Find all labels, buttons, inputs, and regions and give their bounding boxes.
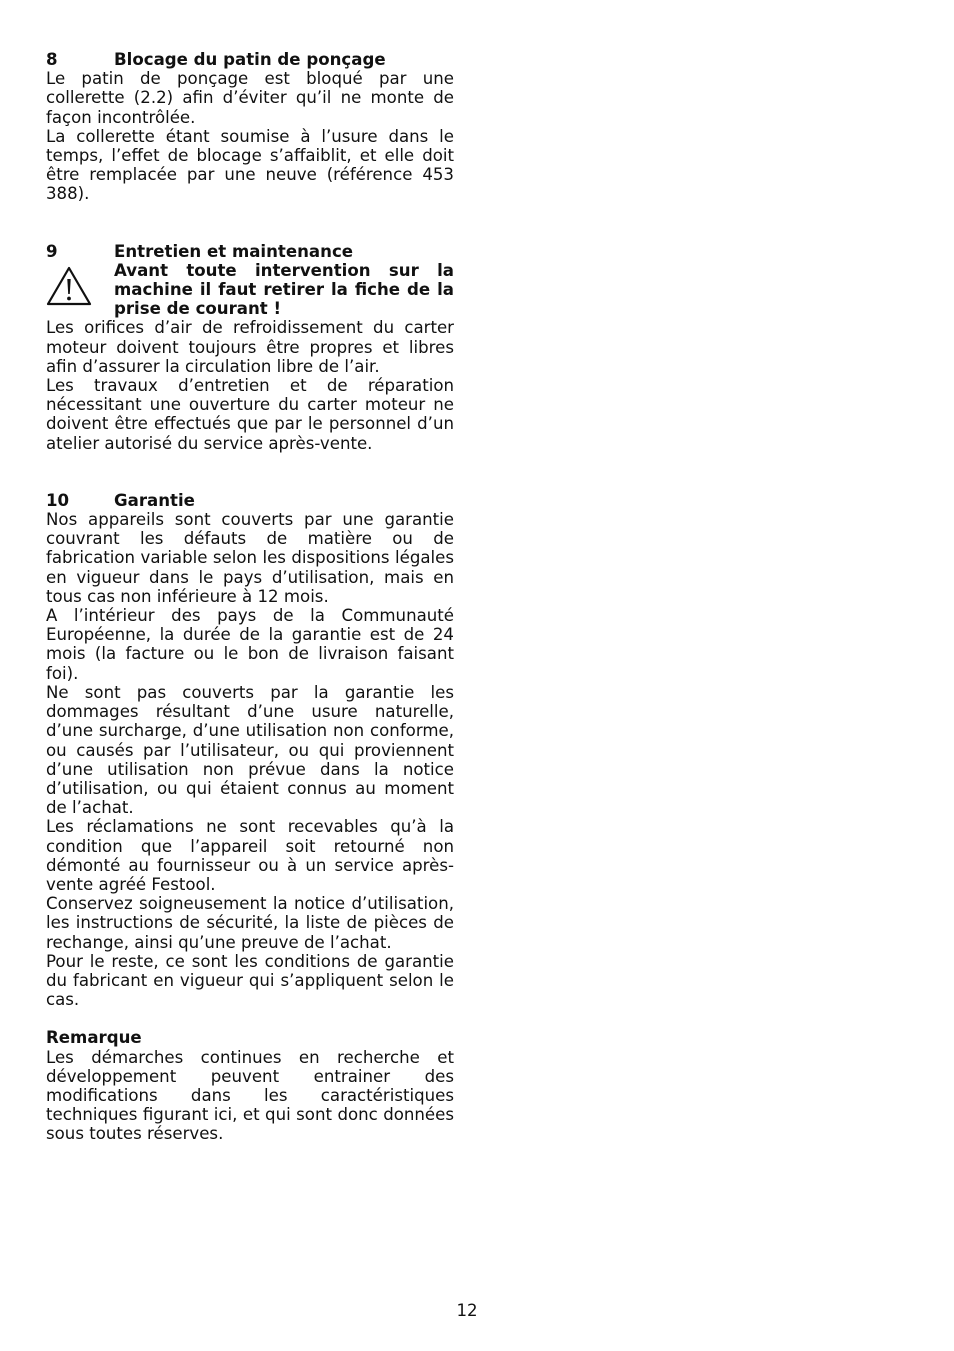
section-8-paragraph: La collerette étant soumise à l’usure dans le temps, l’effet de blocage s’affaiblit, et elle doit être remplacée par une neuve (référence 453 388). <box>46 126 454 204</box>
section-9-number: 9 <box>46 241 58 261</box>
remark-text: Les démarches continues en recherche et développement peuvent entrainer des modifications dans les caractéristiques techniques figurant ici, et qui sont donc données sous toutes réserves. <box>46 1047 454 1144</box>
section-10-paragraph: Nos appareils sont couverts par une garantie couvrant les défauts de matière ou de fabrication variable selon les dispositions légales en vigueur dans le pays d’utilisation, mais en tous cas non inférieure à 12 mois. <box>46 510 454 606</box>
section-8-title: Blocage du patin de ponçage <box>114 50 386 69</box>
section-10-paragraph: A l’intérieur des pays de la Communauté Européenne, la durée de la garantie est de 24 mois (la facture ou le bon de livraison faisant foi). <box>46 606 454 683</box>
section-9-paragraph: Les orifices d’air de refroidissement du carter moteur doivent toujours être propres et libres afin d’assurer la circulation libre de l’air. <box>46 318 454 376</box>
section-8-paragraph: Le patin de ponçage est bloqué par une collerette (2.2) afin d’éviter qu’il ne monte de façon incontrôlée. <box>46 69 454 127</box>
section-9-heading <box>46 242 454 261</box>
section-9-title: Entretien et maintenance <box>114 241 354 261</box>
section-10-paragraph: Ne sont pas couverts par la garantie les dommages résultant d’une usure naturelle, d’une surcharge, d’une utilisation non conforme, ou causés par l’utilisateur, ou qui proviennent d’une utilisation non prévue dans la notice d’utilisation, ou qui étaient connus au moment de l’achat. <box>46 682 454 818</box>
safety-warning <box>46 261 454 319</box>
page-number: 12 <box>456 1301 478 1320</box>
section-8-number: 8 <box>46 50 58 69</box>
section-10-number: 10 <box>46 490 70 510</box>
section-10-title: Garantie <box>114 490 195 510</box>
warning-text: Avant toute intervention sur la machine il faut retirer la fiche de la prise de courant ! <box>114 260 454 319</box>
section-10-paragraph: Les réclamations ne sont recevables qu’à la condition que l’appareil soit retourné non démonté au fournisseur ou à un service après-vente agréé Festool. <box>46 817 454 894</box>
section-9-paragraph: Les travaux d’entretien et de réparation nécessitant une ouverture du carter moteur ne doivent être effectués que par le personnel d’un atelier autorisé du service après-vente. <box>46 376 454 453</box>
text-column <box>46 50 454 1144</box>
section-10-paragraph: Pour le reste, ce sont les conditions de garantie du fabricant en vigueur qui s’appliquent selon le cas. <box>46 951 454 1010</box>
section-10-paragraph: Conservez soigneusement la notice d’utilisation, les instructions de sécurité, la liste de pièces de rechange, ainsi qu’une preuve de l’achat. <box>46 894 454 952</box>
section-8-heading <box>46 50 454 69</box>
section-10-heading <box>46 491 454 510</box>
remark-title: Remarque <box>46 1028 142 1048</box>
warning-triangle-icon <box>46 265 92 307</box>
